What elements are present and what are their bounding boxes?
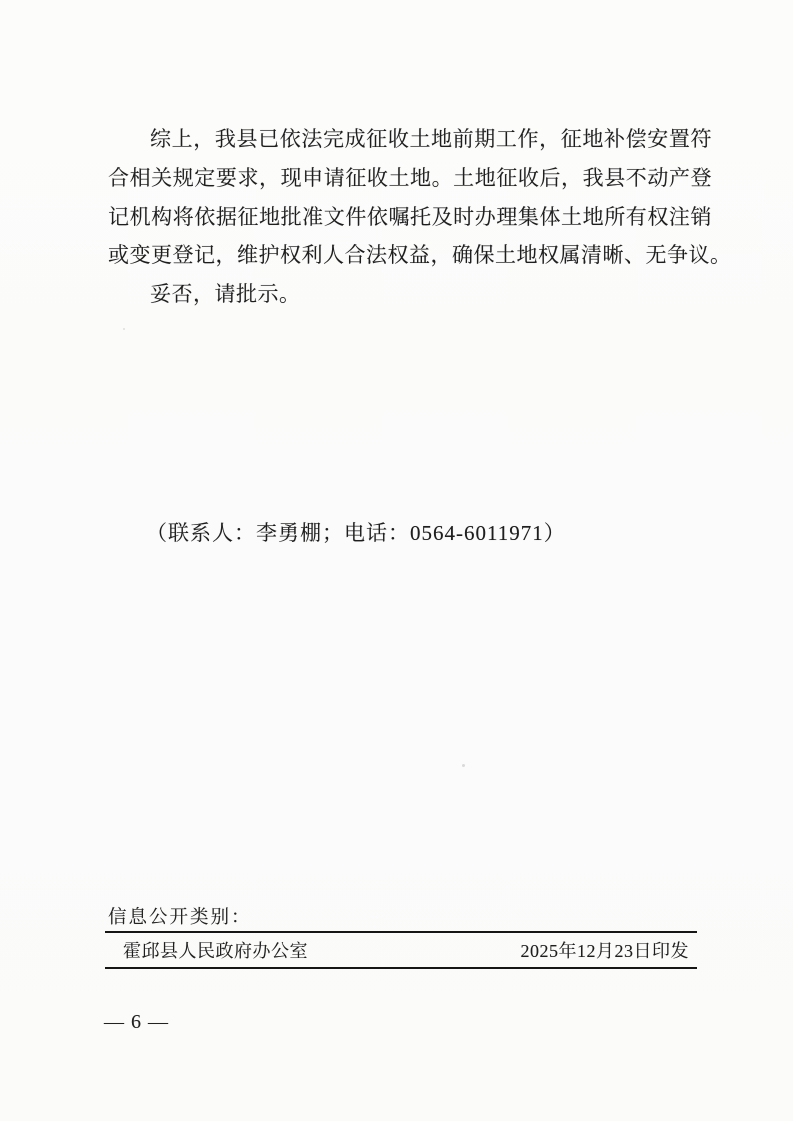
issuing-office-name: 霍邱县人民政府办公室: [123, 941, 308, 961]
document-body: [108, 120, 732, 314]
print-date: 2025年12月23日印发: [520, 941, 689, 961]
scan-speck: [123, 328, 125, 330]
body-paragraph-line: 合相关规定要求，现申请征收土地。土地征收后，我县不动产登: [108, 165, 712, 190]
body-paragraph-line: 记机构将依据征地批准文件依嘱托及时办理集体土地所有权注销: [108, 204, 712, 229]
body-paragraph-line: 综上，我县已依法完成征收土地前期工作，征地补偿安置符: [150, 127, 712, 151]
contact-info-line: （联系人：李勇棚；电话：0564-6011971）: [146, 521, 566, 545]
document-footer: [105, 931, 697, 969]
info-disclosure-label: 信息公开类别：: [108, 908, 252, 928]
page-number: — 6 —: [104, 1011, 169, 1033]
scan-speck: [462, 764, 465, 767]
body-paragraph-line: 或变更登记，维护权利人合法权益，确保土地权属清晰、无争议。: [108, 243, 732, 268]
approval-request-line: 妥否，请批示。: [150, 282, 301, 307]
